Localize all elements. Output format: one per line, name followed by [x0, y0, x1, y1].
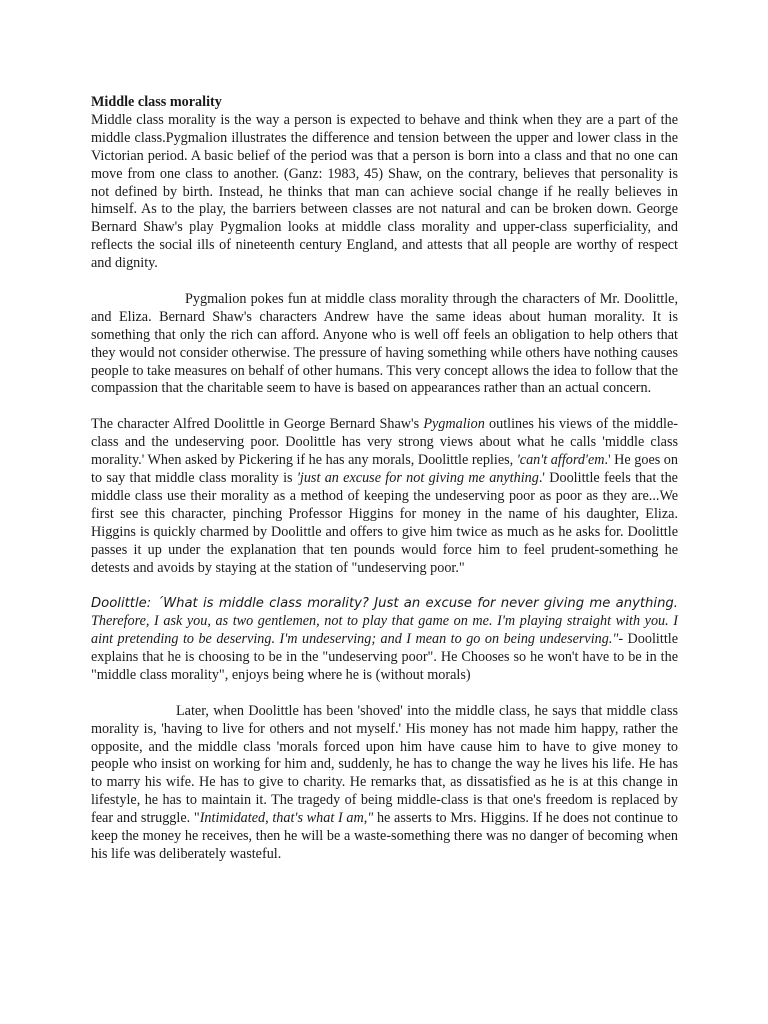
paragraph-3-text-e: .' He goes on to say that middle class morality is: [91, 452, 678, 486]
quote-lead: Doolittle: ´What is middle class morality? Just an excuse for never giving me anything.: [91, 596, 678, 612]
paragraph-5: [91, 703, 678, 864]
paragraph-3-text-a: The character Alfred Doolittle in George Bernard Shaw's: [91, 416, 424, 433]
paragraph-3-text-c: outlines his views of the middle-class and the undeserving poor. Doolittle has very strong views about what he calls 'middle class morality.' When asked by Pickering if he has any morals, Doolittle replies,: [91, 416, 678, 469]
paragraph-5-text-c: he asserts to Mrs. Higgins. If he does not continue to keep the money he receives, then he will be a waste-something there was no danger of becoming when his life was deliberately wasteful.: [91, 810, 678, 862]
quote-just-an-excuse: 'just an excuse for not giving me anything: [296, 470, 539, 486]
paragraph-4-text-rest: - Doolittle explains that he is choosing to be in the "undeserving poor". He Chooses so he won't have to be in the "middle class morality", enjoys being where he is (without morals): [91, 631, 678, 683]
quote-cant-afford: 'can't afford'em: [516, 452, 605, 469]
paragraph-4: [91, 595, 678, 685]
section-heading: Middle class morality: [91, 94, 222, 110]
paragraph-3-text-g: .' Doolittle feels that the middle class use their morality as a method of keeping the undeserving poor as poor as they are...We first see this character, pinching Professor Higgins for money in the name of his daughter, Eliza. Higgins is quickly charmed by Doolittle and offers to give him twice as much as he asks for. Doolittle passes it up under the explanation that ten pounds would force him to feel prudent-something he detests and avoids by staying at the station of "undeserving poor.": [91, 470, 678, 576]
quote-body: Therefore, I ask you, as two gentlemen, not to play that game on me. I'm playing straight with you. I aint pretending to be deserving. I'm undeserving; and I mean to go on being undeserving.": [91, 613, 678, 648]
document-page: [91, 94, 678, 882]
quote-intimidated: Intimidated, that's what I am,": [199, 810, 374, 827]
play-title: Pygmalion: [423, 416, 485, 433]
paragraph-5-text-a: Later, when Doolittle has been 'shoved' into the middle class, he says that middle class morality is, 'having to live for others and not myself.' His money has not made him happy, rather the opposite, and the middle class 'morals forced upon him have cause him to have to give money to people who insist on working for him and, suddenly, he has to change the way he lives his life. He has to marry his wife. He has to give to charity. He remarks that, as dissatisfied as he is at this change in lifestyle, he has to maintain it. The tragedy of being middle-class is that one's freedom is replaced by fear and struggle. ": [91, 702, 678, 827]
paragraph-2: Pygmalion pokes fun at middle class morality through the characters of Mr. Doolittle, and Eliza. Bernard Shaw's characters Andrew have the same ideas about human morality. It is something that only the rich can afford. Anyone who is well off feels an obligation to help others that they would not consider otherwise. The pressure of having something while others have nothing causes people to take measures on behalf of other humans. This very concept allows the idea to follow that the compassion that the charitable seem to have is based on appearances rather than an actual concern.: [91, 290, 678, 397]
paragraph-3: [91, 416, 678, 577]
paragraph-1: Middle class morality is the way a person is expected to behave and think when they are a part of the middle class.Pygmalion illustrates the difference and tension between the upper and lower class in the Victorian period. A basic belief of the period was that a person is born into a class and that no one can move from one class to another. (Ganz: 1983, 45) Shaw, on the contrary, believes that personality is not defined by birth. Instead, he thinks that man can achieve social change if he really believes in himself. As to the play, the barriers between classes are not natural and can be broken down. George Bernard Shaw's play Pygmalion looks at middle class morality and upper-class superficiality, and reflects the social ills of nineteenth century England, and attests that all people are worthy of respect and dignity.: [91, 111, 678, 272]
